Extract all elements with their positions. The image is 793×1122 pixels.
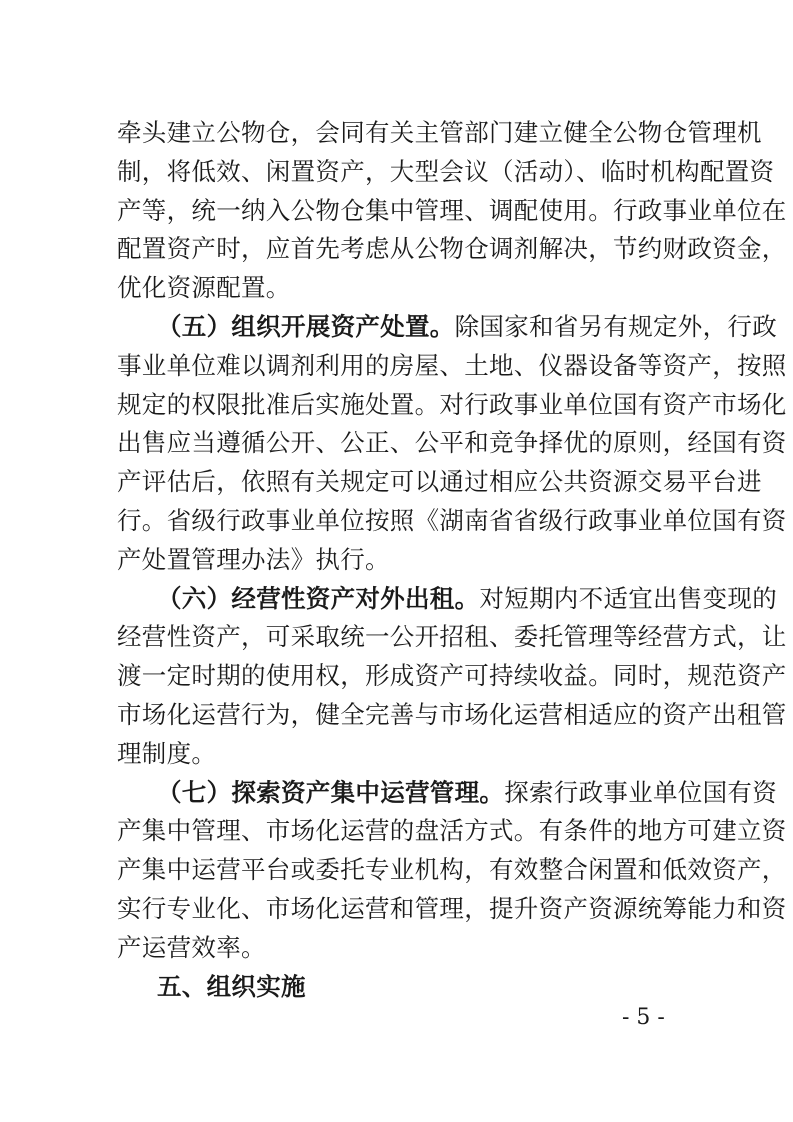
paragraph-line: 事业单位难以调剂利用的房屋、土地、仪器设备等资产，按照 — [117, 350, 787, 380]
paragraph-line: 产评估后，依照有关规定可以通过相应公共资源交易平台进 — [117, 467, 762, 497]
section-6-title: （六）经营性资产对外出租。 — [157, 583, 480, 613]
paragraph-line: 优化资源配置。 — [117, 273, 291, 303]
page-number: - 5 - — [622, 1005, 665, 1031]
paragraph-line: 出售应当遵循公开、公正、公平和竞争择优的原则，经国有资 — [117, 428, 787, 458]
paragraph-line: 行。省级行政事业单位按照《湖南省省级行政事业单位国有资 — [117, 506, 787, 535]
paragraph-line: 实行专业化、市场化运营和管理，提升资产资源统筹能力和资 — [117, 894, 787, 923]
paragraph-line: 制，将低效、闲置资产，大型会议（活动）、临时机构配置资 — [117, 156, 775, 186]
section-6-first-line — [157, 583, 778, 614]
paragraph-line: 产集中运营平台或委托专业机构，有效整合闲置和低效资产， — [117, 855, 787, 885]
paragraph-line: 产集中管理、市场化运营的盘活方式。有条件的地方可建立资 — [117, 816, 787, 846]
section-6-text: 对短期内不适宜出售变现的 — [479, 583, 778, 613]
section-5-text: 除国家和省另有规定外，行政 — [454, 312, 778, 341]
paragraph-line: 渡一定时期的使用权，形成资产可持续收益。同时，规范资产 — [117, 661, 787, 691]
section-heading-5: 五、组织实施 — [157, 971, 306, 1001]
section-7-first-line — [157, 777, 778, 808]
paragraph-line: 经营性资产，可采取统一公开招租、委托管理等经营方式，让 — [117, 622, 787, 652]
section-7-text: 探索行政事业单位国有资 — [504, 777, 778, 807]
paragraph-line: 配置资产时，应首先考虑从公物仓调剂解决，节约财政资金， — [117, 234, 787, 264]
paragraph-line: 产处置管理办法》执行。 — [117, 544, 390, 574]
section-5-title: （五）组织开展资产处置。 — [157, 312, 455, 341]
section-5-first-line — [157, 312, 778, 342]
section-7-title: （七）探索资产集中运营管理。 — [157, 777, 505, 807]
paragraph-line: 理制度。 — [117, 738, 217, 768]
paragraph-line: 市场化运营行为，健全完善与市场化运营相适应的资产出租管 — [117, 700, 787, 729]
paragraph-line: 产等，统一纳入公物仓集中管理、调配使用。行政事业单位在 — [117, 195, 787, 225]
paragraph-line: 牵头建立公物仓，会同有关主管部门建立健全公物仓管理机 — [117, 118, 762, 147]
paragraph-line: 规定的权限批准后实施处置。对行政事业单位国有资产市场化 — [117, 389, 787, 419]
paragraph-line: 产运营效率。 — [117, 932, 266, 962]
